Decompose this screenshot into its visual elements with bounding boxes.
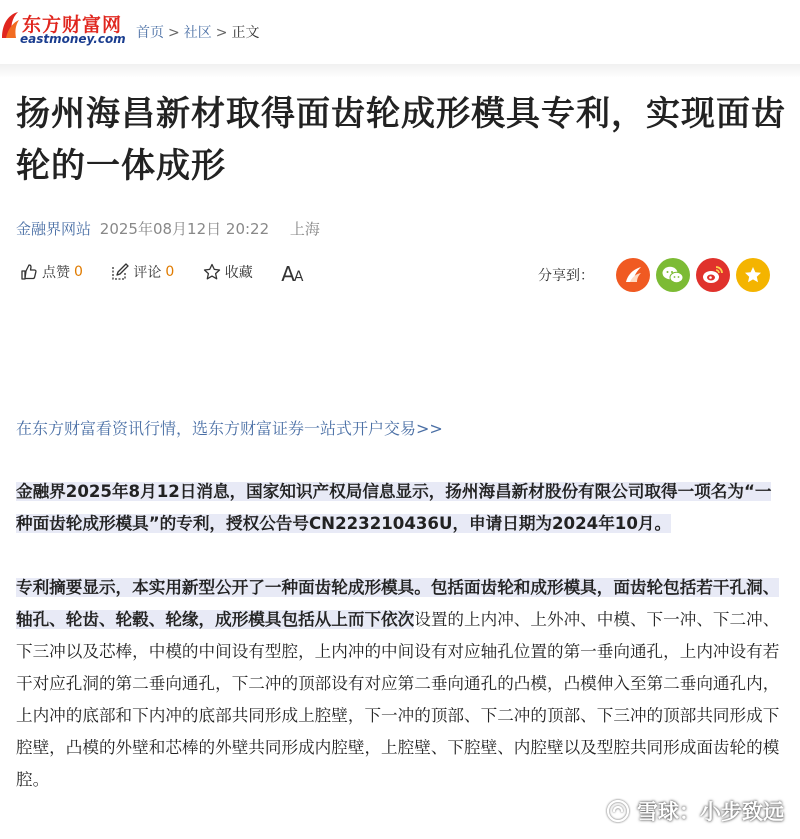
article-datetime: 2025年08月12日 20:22 (99, 220, 270, 238)
paragraph-2-bold: 专利摘要显示，本实用新型公开了一种面齿轮成形模具。包括面齿轮和成形模具，面齿轮包括若干孔洞、轴孔、轮齿、轮毂、轮缘，成形模具包括从上而下依次 (16, 578, 780, 629)
font-size-small: A (293, 269, 303, 285)
favorite-label: 收藏 (224, 265, 253, 281)
comment-button[interactable] (111, 262, 174, 282)
star-icon (743, 265, 763, 285)
font-size-button[interactable] (281, 262, 302, 286)
share-app-button[interactable] (616, 258, 650, 292)
article-title: 扬州海昌新材取得面齿轮成形模具专利，实现面齿轮的一体成形 (16, 94, 786, 186)
share-wechat-button[interactable] (656, 258, 690, 292)
share-weibo-button[interactable] (696, 258, 730, 292)
thumbs-up-icon (20, 263, 38, 281)
paragraph-2-rest: 设置的上内冲、上外冲、中模、下一冲、下二冲、下三冲以及芯棒，中模的中间设有型腔，上内冲的中间设有对应轴孔位置的第一垂向通孔，上内冲设有若干对应孔洞的第二垂向通孔，下二冲的顶部设有对应第二垂向通孔的凸模，凸模伸入至第二垂向通孔内，上内冲的底部和下内冲的底部共同形成上腔壁，下一冲的顶部、下二冲的顶部、下三冲的顶部共同形成下腔壁，凸模的外壁和芯棒的外壁共同形成内腔壁，上腔壁、下腔壁、内腔壁以及型腔共同形成面齿轮的模腔。 (16, 610, 780, 789)
breadcrumb-current: 正文 (231, 25, 260, 41)
wechat-icon (661, 264, 685, 286)
like-button[interactable] (20, 262, 83, 282)
font-size-large: A (281, 262, 294, 286)
article-meta (16, 218, 324, 239)
breadcrumb-home-link[interactable]: 首页 (136, 25, 164, 41)
edit-comment-icon (111, 263, 129, 281)
open-account-promo-link[interactable]: 在东方财富看资讯行情，选东方财富证券一站式开户交易>> (16, 419, 443, 438)
comment-count: 0 (165, 264, 175, 280)
like-label: 点赞 (42, 265, 70, 281)
logo-text-cn: 东方财富网 (22, 14, 123, 36)
snowflake-icon (605, 798, 631, 824)
breadcrumb-separator: > (168, 25, 180, 41)
article-actions (20, 262, 302, 286)
top-bar (0, 0, 800, 64)
logo-text-en: eastmoney.com (20, 32, 126, 46)
share-favorite-button[interactable] (736, 258, 770, 292)
eastmoney-logo[interactable] (0, 8, 126, 48)
breadcrumb-community-link[interactable]: 社区 (183, 25, 212, 41)
article-paragraph-1 (16, 476, 786, 540)
header-divider (0, 64, 800, 78)
article-source-link[interactable]: 金融界网站 (16, 220, 92, 238)
paragraph-1-text: 金融界2025年8月12日消息，国家知识产权局信息显示，扬州海昌新材股份有限公司取得一项名为“一种面齿轮成形模具”的专利，授权公告号CN223210436U，申请日期为2024年10月。 (16, 482, 772, 533)
article-location: 上海 (289, 220, 320, 238)
share-label: 分享到： (538, 268, 594, 284)
share-bar (538, 258, 770, 292)
share-app-icon (622, 264, 644, 286)
comment-label: 评论 (133, 265, 162, 281)
breadcrumb (136, 22, 259, 42)
weibo-icon (701, 264, 725, 286)
article-paragraph-2 (16, 572, 786, 796)
watermark-text: 雪球：小步致远 (637, 800, 784, 824)
breadcrumb-separator: > (215, 25, 228, 41)
like-count: 0 (74, 264, 83, 280)
logo-mark-icon (0, 10, 20, 40)
favorite-button[interactable] (203, 262, 253, 282)
xueqiu-watermark (605, 796, 784, 826)
star-outline-icon (203, 263, 221, 281)
